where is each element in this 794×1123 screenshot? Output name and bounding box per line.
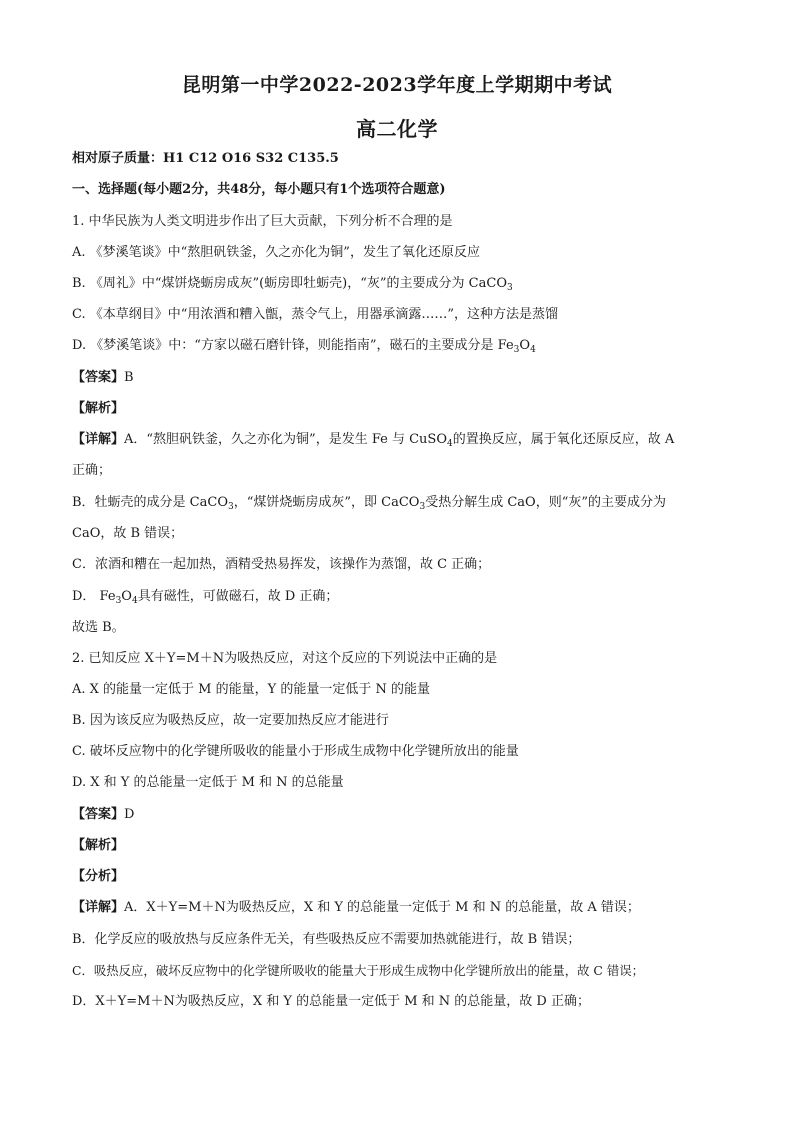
q2-detail-b: B．化学反应的吸放热与反应条件无关，有些吸热反应不需要加热就能进行，故 B 错误； <box>72 932 581 947</box>
q1-answer <box>72 369 722 387</box>
q1-analysis-label: 【解析】 <box>72 401 125 416</box>
section-heading: 一、选择题(每小题2分，共48分，每小题只有1个选项符合题意) <box>72 182 446 197</box>
q2-option-c: C. 破坏反应物中的化学键所吸收的能量小于形成生成物中化学键所放出的能量 <box>72 744 519 759</box>
q1-detail-d-sub2: 4 <box>131 596 138 606</box>
atomic-mass-line: 相对原子质量：H1 C12 O16 S32 C135.5 <box>72 151 339 166</box>
q1-option-a: A. 《梦溪笔谈》中“熬胆矾铁釜，久之亦化为铜”，发生了氧化还原反应 <box>72 245 480 260</box>
q1-detail-d-2: O <box>121 589 132 604</box>
q1-detail-d <box>72 588 722 606</box>
q1-option-b-text: B. 《周礼》中“煤饼烧蛎房成灰”(蛎房即牡蛎壳)，“灰”的主要成分为 CaCO <box>72 276 507 291</box>
q2-detail-label: 【详解】 <box>72 900 125 915</box>
q1-detail-a-sub: 4 <box>446 439 453 449</box>
q1-detail-d-1: D． Fe <box>72 589 116 604</box>
q1-detail-d-sub1: 3 <box>115 596 122 606</box>
q2-option-b: B. 因为该反应为吸热反应，故一定要加热反应才能进行 <box>72 713 389 728</box>
q1-option-d-mid: O <box>519 338 531 353</box>
q1-option-d-sub2: 4 <box>530 345 536 355</box>
exam-subtitle: 高二化学 <box>356 117 438 141</box>
q1-option-b <box>72 275 722 293</box>
q1-answer-value: B <box>124 370 134 385</box>
q2-detail-a-text: A．X＋Y=M＋N为吸热反应，X 和 Y 的总能量一定低于 M 和 N 的总能量，故 A 错误； <box>124 900 640 915</box>
q1-detail-b-2: ，“煤饼烧蛎房成灰”，即 CaCO <box>233 495 420 510</box>
q2-option-d: D. X 和 Y 的总能量一定低于 M 和 N 的总能量 <box>72 775 344 790</box>
q1-stem: 1. 中华民族为人类文明进步作出了巨大贡献，下列分析不合理的是 <box>72 214 453 229</box>
q1-detail-a-cont: 正确； <box>72 463 112 478</box>
q2-analysis-label: 【解析】 <box>72 838 125 853</box>
q1-detail-b-1: B．牡蛎壳的成分是 CaCO <box>72 495 228 510</box>
exam-title: 昆明第一中学2022-2023学年度上学期期中考试 <box>181 74 613 96</box>
q1-detail-a-2: 的置换反应，属于氧化还原反应，故 A <box>452 432 675 447</box>
q1-detail-a <box>72 431 722 449</box>
q2-answer <box>72 806 722 824</box>
q2-fenxi-label: 【分析】 <box>72 869 125 884</box>
q2-detail-d: D．X＋Y=M＋N为吸热反应，X 和 Y 的总能量一定低于 M 和 N 的总能量，故 D 正确； <box>72 994 590 1009</box>
q1-detail-b <box>72 494 722 512</box>
q2-option-a: A. X 的能量一定低于 M 的能量，Y 的能量一定低于 N 的能量 <box>72 682 430 697</box>
q1-detail-a-1: A．“熬胆矾铁釜，久之亦化为铜”，是发生 Fe 与 CuSO <box>124 432 447 447</box>
q2-detail-c: C．吸热反应，破坏反应物中的化学键所吸收的能量大于形成生成物中化学键所放出的能量，故 C 错误； <box>72 963 645 978</box>
q1-detail-b-sub2: 3 <box>419 502 426 512</box>
q2-answer-value: D <box>124 807 135 822</box>
q1-option-b-sub: 3 <box>506 283 513 293</box>
q1-option-d <box>72 337 722 355</box>
q1-option-d-sub1: 3 <box>513 345 520 355</box>
q1-detail-b-cont: CaO，故 B 错误； <box>72 526 184 541</box>
q1-conclusion: 故选 B。 <box>72 620 125 635</box>
q1-detail-d-3: 具有磁性，可做磁石，故 D 正确； <box>137 589 339 604</box>
q1-detail-b-sub1: 3 <box>228 502 234 512</box>
q1-option-d-text: D. 《梦溪笔谈》中：“方家以磁石磨针锋，则能指南”，磁石的主要成分是 Fe <box>72 338 514 353</box>
q1-detail-label: 【详解】 <box>72 432 125 447</box>
q1-option-c: C. 《本草纲目》中“用浓酒和糟入甑，蒸令气上，用器承滴露……”，这种方法是蒸馏 <box>72 307 559 322</box>
q2-detail-a <box>72 899 722 917</box>
q1-detail-b-3: 受热分解生成 CaO，则“灰”的主要成分为 <box>425 495 666 510</box>
q2-stem: 2. 已知反应 X＋Y=M＋N为吸热反应，对这个反应的下列说法中正确的是 <box>72 651 498 666</box>
q2-answer-label: 【答案】 <box>72 807 125 822</box>
q1-answer-label: 【答案】 <box>72 370 125 385</box>
q1-detail-c: C．浓酒和糟在一起加热，酒精受热易挥发，该操作为蒸馏，故 C 正确； <box>72 557 491 572</box>
